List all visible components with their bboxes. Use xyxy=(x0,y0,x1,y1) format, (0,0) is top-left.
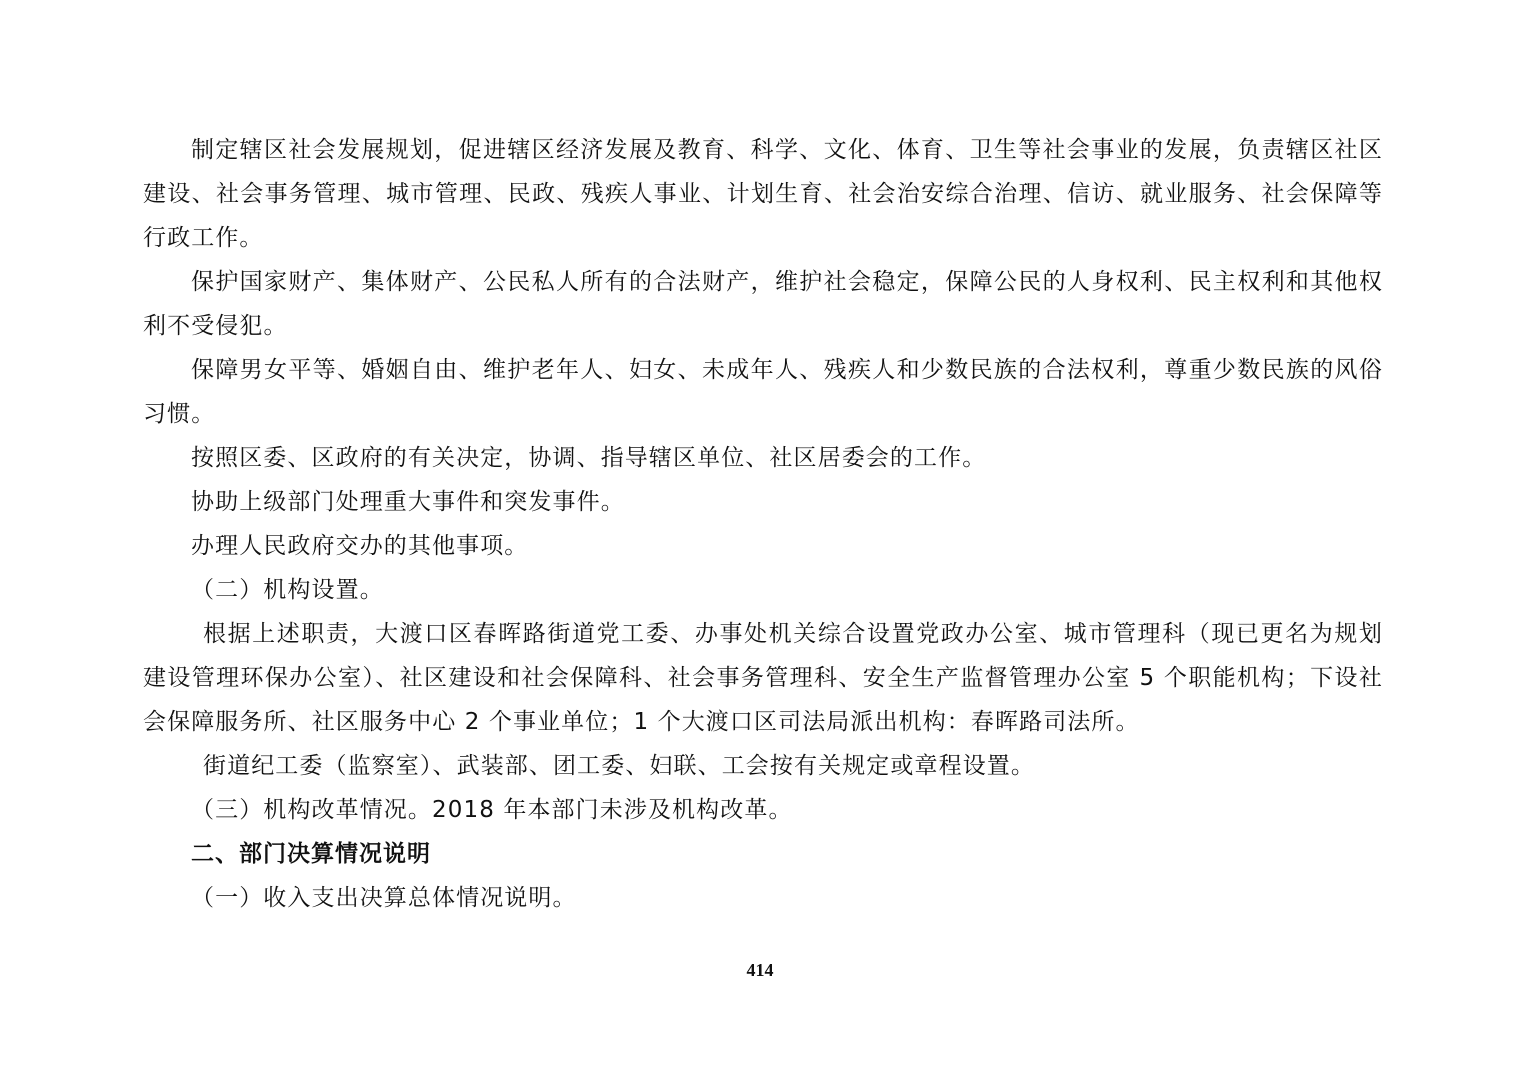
paragraph-assist: 协助上级部门处理重大事件和突发事件。 xyxy=(191,489,625,515)
document-body xyxy=(143,128,1383,920)
paragraph-reform: （三）机构改革情况。2018 年本部门未涉及机构改革。 xyxy=(191,797,793,823)
paragraph-other-matters: 办理人民政府交办的其他事项。 xyxy=(191,533,529,559)
paragraph-equality: 保障男女平等、婚姻自由、维护老年人、妇女、未成年人、残疾人和少数民族的合法权利，尊重少数民族的风俗习惯。 xyxy=(143,357,1383,427)
subsection-title: （一）收入支出决算总体情况说明。 xyxy=(191,885,577,911)
paragraph-duties: 制定辖区社会发展规划，促进辖区经济发展及教育、科学、文化、体育、卫生等社会事业的发展，负责辖区社区建设、社会事务管理、城市管理、民政、残疾人事业、计划生育、社会治安综合治理、信访、就业服务、社会保障等行政工作。 xyxy=(143,137,1383,251)
paragraph-org-setup: 根据上述职责，大渡口区春晖路街道党工委、办事处机关综合设置党政办公室、城市管理科（现已更名为规划建设管理环保办公室）、社区建设和社会保障科、社会事务管理科、安全生产监督管理办公室 5 个职能机构；下设社会保障服务所、社区服务中心 2 个事业单位；1 个大渡口区司法局派出机构：春晖路司法所。 xyxy=(143,621,1383,735)
page-number: 414 xyxy=(746,960,774,980)
paragraph-committees: 街道纪工委（监察室）、武装部、团工委、妇联、工会按有关规定或章程设置。 xyxy=(203,753,1035,779)
section-heading: 二、部门决算情况说明 xyxy=(191,841,431,867)
paragraph-coordinate: 按照区委、区政府的有关决定，协调、指导辖区单位、社区居委会的工作。 xyxy=(191,445,987,471)
paragraph-org-setup-title: （二）机构设置。 xyxy=(191,577,384,603)
paragraph-protect-property: 保护国家财产、集体财产、公民私人所有的合法财产，维护社会稳定，保障公民的人身权利、民主权利和其他权利不受侵犯。 xyxy=(143,269,1383,339)
